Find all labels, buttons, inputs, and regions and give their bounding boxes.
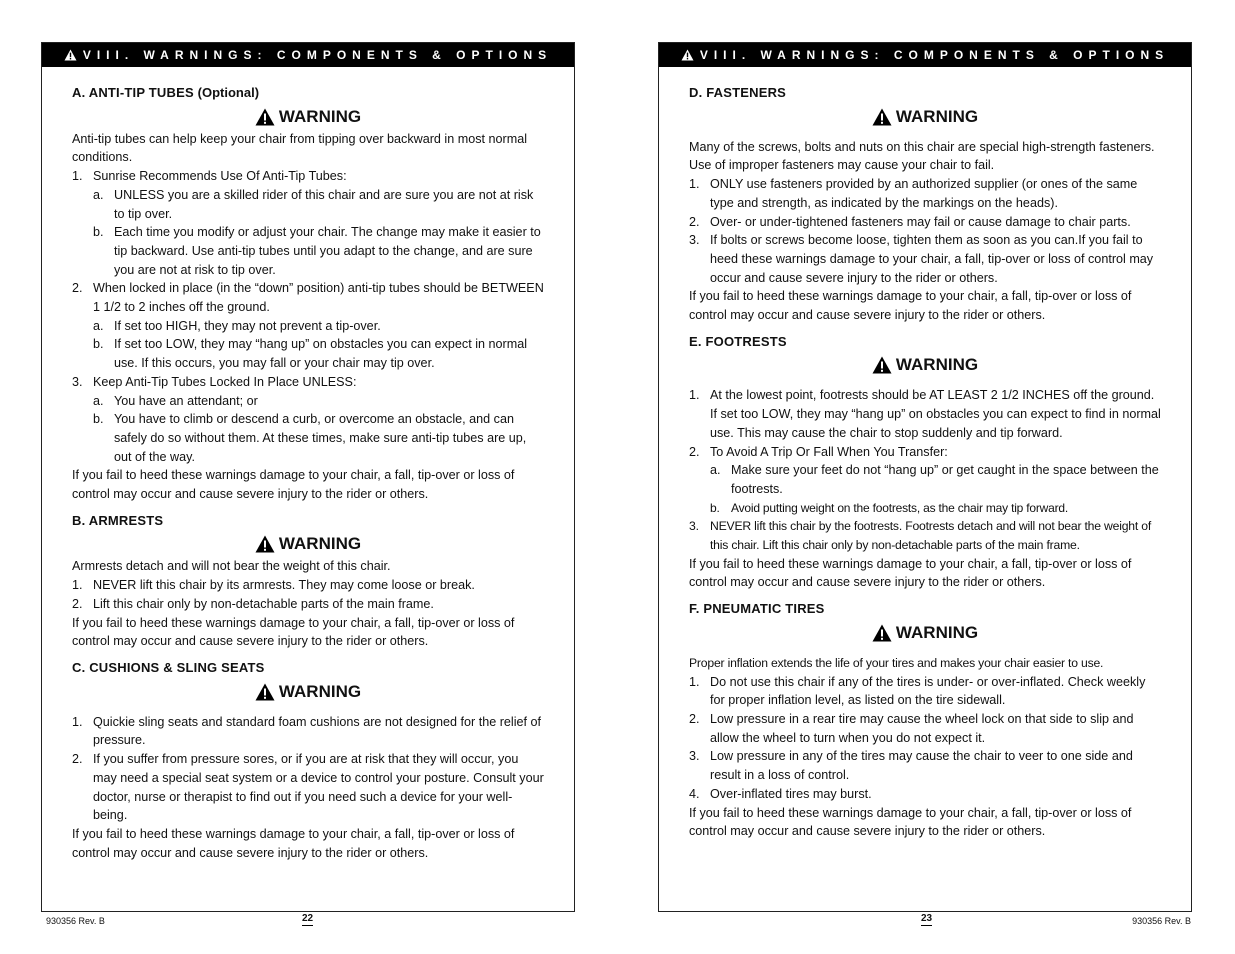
sub-list [93,317,544,373]
sub-item-text: Each time you modify or adjust your chair. The change may make it easier to tip backward. Use anti-tip tubes until you adapt to the change, and are sure you are not at risk to tip over. [114,225,541,277]
list-item [689,175,1161,212]
sub-list-item [689,499,1161,518]
list-item [689,785,1161,804]
list-item [72,279,544,373]
item-number: 1. [72,578,83,593]
list-item [72,713,544,750]
warning-label: WARNING [278,106,362,126]
sub-item-text: You have an attendant; or [114,393,258,408]
section-f-list [689,673,1161,804]
sub-item-letter: a. [93,187,104,202]
warning-label: WARNING [895,622,979,642]
item-text: Quickie sling seats and standard foam cushions are not designed for the relief of pressure. [93,714,542,748]
section-e-closing: If you fail to heed these warnings damage to your chair, a fall, tip-over or loss of control may occur and cause severe injury to the rider or others. [689,556,1132,590]
section-b-list [72,576,544,613]
item-text: Over- or under-tightened fasteners may fail or cause damage to chair parts. [710,214,1131,229]
warning-label: WARNING [278,534,362,554]
page-number-right: 23 [921,913,933,924]
item-number: 1. [689,177,700,192]
section-b-closing: If you fail to heed these warnings damage to your chair, a fall, tip-over or loss of control may occur and cause severe injury to the rider or others. [72,615,515,649]
warning-heading [72,681,544,703]
section-c-closing: If you fail to heed these warnings damage to your chair, a fall, tip-over or loss of control may occur and cause severe injury to the rider or others. [72,826,515,860]
list-item [689,213,1161,232]
sub-list [93,186,544,280]
item-number: 3. [689,233,700,248]
warning-triangle-icon [64,49,77,61]
section-d-list [689,175,1161,287]
section-c-list [72,713,544,825]
section-a-intro: Anti-tip tubes can help keep your chair from tipping over backward in most normal conditions. [72,131,527,165]
list-item [72,595,544,614]
warning-heading [689,106,1161,128]
item-text: When locked in place (in the “down” position) anti-tip tubes should be BETWEEN 1 1/2 to 2 inches off the ground. [93,281,544,315]
sub-list-item [689,461,1161,498]
warning-triangle-icon [872,356,892,374]
section-title-fasteners: D. FASTENERS [689,85,787,100]
sub-item-letter: b. [93,337,104,352]
item-text: If bolts or screws become loose, tighten them as soon as you can.If you fail to heed these warnings damage to your chair, a fall, tip-over or loss of control may occur and cause severe injury to the rider or others. [710,233,1154,285]
section-title-armrests: B. ARMRESTS [72,512,164,528]
sub-list-item [72,317,544,336]
item-text: If you suffer from pressure sores, or if you are at risk that they will occur, you may need a special seat system or a device to control your posture. Consult your doctor, nurse or therapist to find out if you need such a device for your well-being. [93,752,544,823]
section-d-closing: If you fail to heed these warnings damage to your chair, a fall, tip-over or loss of control may occur and cause severe injury to the rider or others. [689,289,1132,323]
list-item [689,747,1161,784]
sub-item-text: Make sure your feet do not “hang up” or get caught in the space between the footrests. [731,463,1159,496]
item-number: 1. [72,169,83,184]
section-a-subtitle: (Optional) [197,85,260,100]
item-text: Sunrise Recommends Use Of Anti-Tip Tubes: [93,169,347,184]
warning-triangle-icon [255,683,275,701]
list-item [689,386,1161,442]
sub-item-text: If set too HIGH, they may not prevent a tip-over. [114,318,381,333]
list-item [689,710,1161,747]
item-number: 2. [689,711,700,726]
sub-item-letter: b. [93,225,104,240]
item-number: 2. [689,214,700,229]
item-text: To Avoid A Trip Or Fall When You Transfer: [710,444,948,459]
warning-triangle-icon [681,49,694,61]
sub-item-text: UNLESS you are a skilled rider of this chair and are sure you are not at risk to tip over. [114,187,534,221]
warning-triangle-icon [255,535,275,553]
item-text: Low pressure in any of the tires may cause the chair to veer to one side and result in a loss of control. [710,749,1133,783]
sub-list-item [72,392,544,411]
sub-item-text: If set too LOW, they may “hang up” on obstacles you can expect in normal use. If this occurs, you may fall or your chair may tip over. [114,337,528,371]
sub-item-letter: a. [93,318,104,333]
sub-item-letter: a. [710,463,721,478]
item-number: 4. [689,786,700,801]
section-header-bar [42,43,574,67]
item-number: 3. [689,749,700,764]
list-item [72,373,544,467]
sub-item-text: Avoid putting weight on the footrests, as the chair may tip forward. [731,500,1069,515]
warning-label: WARNING [895,355,979,375]
item-text: Keep Anti-Tip Tubes Locked In Place UNLESS: [93,374,357,389]
section-header-bar [659,43,1191,67]
item-number: 2. [72,596,83,611]
section-f-closing: If you fail to heed these warnings damage to your chair, a fall, tip-over or loss of control may occur and cause severe injury to the rider or others. [689,805,1132,839]
item-text: Do not use this chair if any of the tires is under- or over-inflated. Check weekly for proper inflation level, as listed on the tire sidewall. [710,674,1146,708]
item-number: 1. [72,714,83,729]
section-title-cushions: C. CUSHIONS & SLING SEATS [72,659,265,675]
item-text: NEVER lift this chair by the footrests. Footrests detach and will not bear the weight of this chair. Lift this chair only by non-detachable parts of the main frame. [710,519,1152,553]
sub-list-item [72,410,544,466]
item-number: 3. [72,374,83,389]
sub-item-letter: a. [93,393,104,408]
page-number-left: 22 [302,913,314,924]
list-item [689,517,1161,554]
section-b-intro: Armrests detach and will not bear the weight of this chair. [72,559,391,574]
list-item [72,576,544,595]
section-f-intro: Proper inflation extends the life of your tires and makes your chair easier to use. [689,655,1104,670]
warning-label: WARNING [278,681,362,701]
item-number: 2. [689,444,700,459]
warning-triangle-icon [255,108,275,126]
right-page [658,42,1192,912]
item-number: 1. [689,388,700,403]
warning-triangle-icon [872,624,892,642]
left-page [41,42,575,912]
sub-list-item [72,223,544,279]
section-title-pneumatic-tires: F. PNEUMATIC TIRES [689,601,825,617]
section-d-intro: Many of the screws, bolts and nuts on this chair are special high-strength fasteners. Use of improper fasteners may cause your chair to fail. [689,139,1155,173]
sub-item-letter: b. [93,412,104,427]
warning-triangle-icon [872,108,892,126]
item-number: 2. [72,752,83,767]
header-title: VIII. WARNINGS: COMPONENTS & OPTIONS [699,48,1170,62]
warning-heading [72,106,544,128]
item-text: ONLY use fasteners provided by an authorized supplier (or ones of the same type and strength, as indicated by the markings on the heads). [710,177,1138,210]
footer-doc-number-left: 930356 Rev. B [46,916,105,926]
section-title-footrests: E. FOOTRESTS [689,333,787,349]
item-text: NEVER lift this chair by its armrests. They may come loose or break. [93,578,475,593]
warning-label: WARNING [895,106,979,126]
sub-list-item [72,186,544,223]
sub-item-text: You have to climb or descend a curb, or overcome an obstacle, and can safely do so without them. At these times, make sure anti-tip tubes are up, out of the way. [114,412,527,464]
warning-heading [72,533,544,555]
footer-doc-number-right: 930356 Rev. B [1132,916,1191,926]
item-text: Over-inflated tires may burst. [710,786,872,801]
item-number: 3. [689,519,699,534]
warning-heading [689,622,1161,644]
sub-list-item [72,335,544,372]
sub-item-letter: b. [710,500,720,515]
item-number: 2. [72,281,83,296]
sub-list [93,392,544,467]
section-a-closing: If you fail to heed these warnings damage to your chair, a fall, tip-over or loss of control may occur and cause severe injury to the rider or others. [72,468,515,502]
header-title: VIII. WARNINGS: COMPONENTS & OPTIONS [82,48,553,62]
item-text: Low pressure in a rear tire may cause the wheel lock on that side to slip and allow the wheel to turn when you do not expect it. [710,711,1134,745]
section-title-anti-tip [72,84,544,103]
item-text: Lift this chair only by non-detachable parts of the main frame. [93,596,434,611]
list-item [689,231,1161,287]
item-number: 1. [689,674,700,689]
warning-heading [689,354,1161,376]
section-a-title: A. ANTI-TIP TUBES [72,85,194,100]
list-item [689,673,1161,710]
item-text: At the lowest point, footrests should be AT LEAST 2 1/2 INCHES off the ground. If set too LOW, they may “hang up” on obstacles you can expect to find in normal use. This may cause the chair to stop suddenly and tip forward. [710,388,1161,440]
sub-list [710,461,1161,517]
list-item [72,167,544,279]
list-item [689,443,1161,518]
section-a-list [72,167,544,466]
section-e-list [689,386,1161,554]
list-item [72,750,544,825]
